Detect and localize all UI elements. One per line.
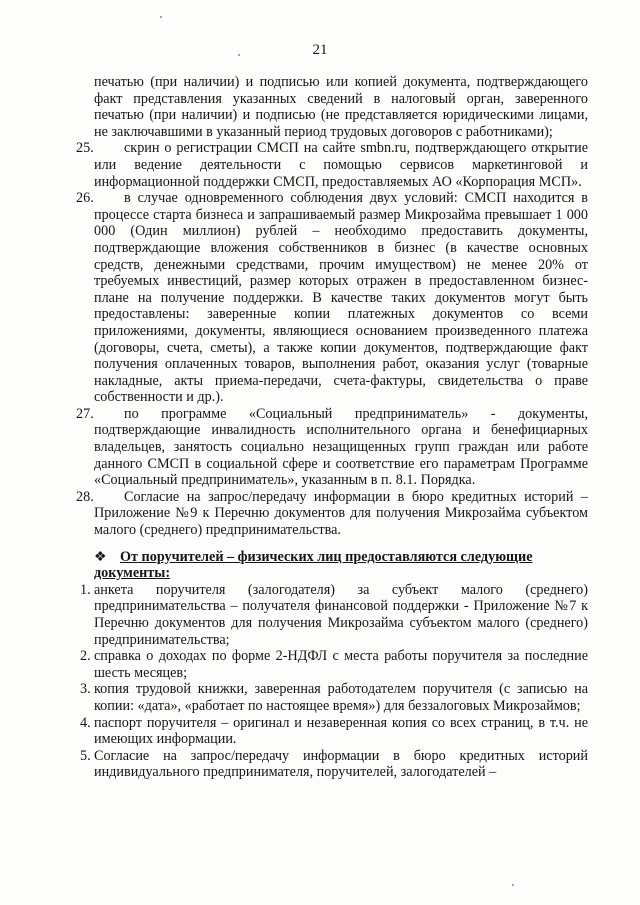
page-number: 21 — [312, 42, 328, 58]
document-body — [76, 74, 588, 781]
sub-list-item-3 — [80, 681, 588, 714]
list-item-26 — [76, 190, 588, 406]
scan-speck — [512, 884, 514, 886]
sub-item-number: 4. — [80, 714, 91, 731]
item-number: 25. — [76, 140, 94, 157]
list-item-25 — [76, 140, 588, 190]
sub-item-number: 3. — [80, 681, 91, 698]
sub-list-item-1 — [80, 581, 588, 648]
sub-item-number: 1. — [80, 581, 91, 598]
sub-item-text: справка о доходах по форме 2-НДФЛ с места работы поручителя за последние шесть месяцев; — [94, 648, 588, 681]
guarantor-section-heading — [94, 549, 588, 582]
intro-paragraph: печатью (при наличии) и подписью или копией документа, подтверждающего факт представления указанных сведений в налоговый орган, заверенного печатью (при наличии) и подписью (не представляется юридическими лицами, не заключавшими в указанный период трудовых договоров с работниками); — [94, 74, 588, 140]
sub-list-item-5 — [80, 747, 588, 781]
item-text: по программе «Социальный предприниматель» - документы, подтверждающие инвалидность исполнительного органа и бенефициарных владельцев, занятость социально незащищенных групп граждан или работе данного СМСП в социальной сфере и соответствие его параметрам Программе «Социальный предприниматель», указанным в п. 8.1. Порядка. — [94, 405, 588, 489]
item-text: скрин о регистрации СМСП на сайте smbn.ru, подтверждающего открытие или ведение деятельности с помощью сервисов маркетинговой и информационной поддержки СМСП, предоставляемых АО «Корпорация МСП». — [94, 140, 588, 190]
item-number: 27. — [76, 405, 94, 422]
item-number: 28. — [76, 488, 94, 505]
list-item-28 — [76, 488, 588, 539]
diamond-bullet-icon: ❖ — [94, 548, 107, 565]
sub-item-text: паспорт поручителя – оригинал и незаверенная копия со всех страниц, в т.ч. не имеющих информации. — [94, 714, 588, 748]
sub-list-item-2 — [80, 648, 588, 681]
scan-speck — [238, 54, 240, 56]
sub-item-text: анкета поручителя (залогодателя) за субъект малого (среднего) предпринимательства – получателя финансовой поддержки - Приложение №7 к Перечню документов для получения Микрозайма субъектом малого (среднего) предпринимательства; — [94, 581, 588, 648]
sub-item-text: копия трудовой книжки, заверенная работодателем поручителя (с записью на копии: «дата», «работает по настоящее время») для беззалоговых Микрозаймов; — [94, 681, 588, 714]
sub-list-item-4 — [80, 714, 588, 748]
list-item-27 — [76, 405, 588, 489]
section-title-continuation: документы: — [94, 565, 171, 582]
item-text: Согласие на запрос/передачу информации в бюро кредитных историй – Приложение №9 к Перечню документов для получения Микрозайма субъектом малого (среднего) предпринимательства. — [94, 488, 588, 539]
sub-item-number: 2. — [80, 648, 91, 665]
item-text: в случае одновременного соблюдения двух условий: СМСП находится в процессе старта бизнеса и запрашиваемый размер Микрозайма превышает 1 000 000 (Один миллион) рублей – необходимо предоставить документы, подтверждающие вложения собственников в бизнес (в качестве основных средств, денежными средствами, прочим имуществом) не менее 20% от требуемых инвестиций, размер которых отражен в предоставленном бизнес-плане на получение поддержки. В качестве таких документов могут быть предоставлены: заверенные копии платежных документов со всеми приложениями, документы, являющиеся основанием произведенного платежа (договоры, счета, сметы), а также копии документов, подтверждающие факт получения оплаченных товаров, выполнения работ, оказания услуг (товарные накладные, акты приема-передачи, счета-фактуры, свидетельства о праве собственности и др.). — [94, 190, 588, 406]
item-number: 26. — [76, 190, 94, 207]
section-title: От поручителей – физических лиц предоставляются следующие — [120, 548, 533, 565]
scan-speck — [160, 16, 162, 18]
sub-item-number: 5. — [80, 747, 91, 764]
sub-item-text: Согласие на запрос/передачу информации в бюро кредитных историй индивидуального предпринимателя, поручителей, залогодателей – — [94, 747, 588, 781]
